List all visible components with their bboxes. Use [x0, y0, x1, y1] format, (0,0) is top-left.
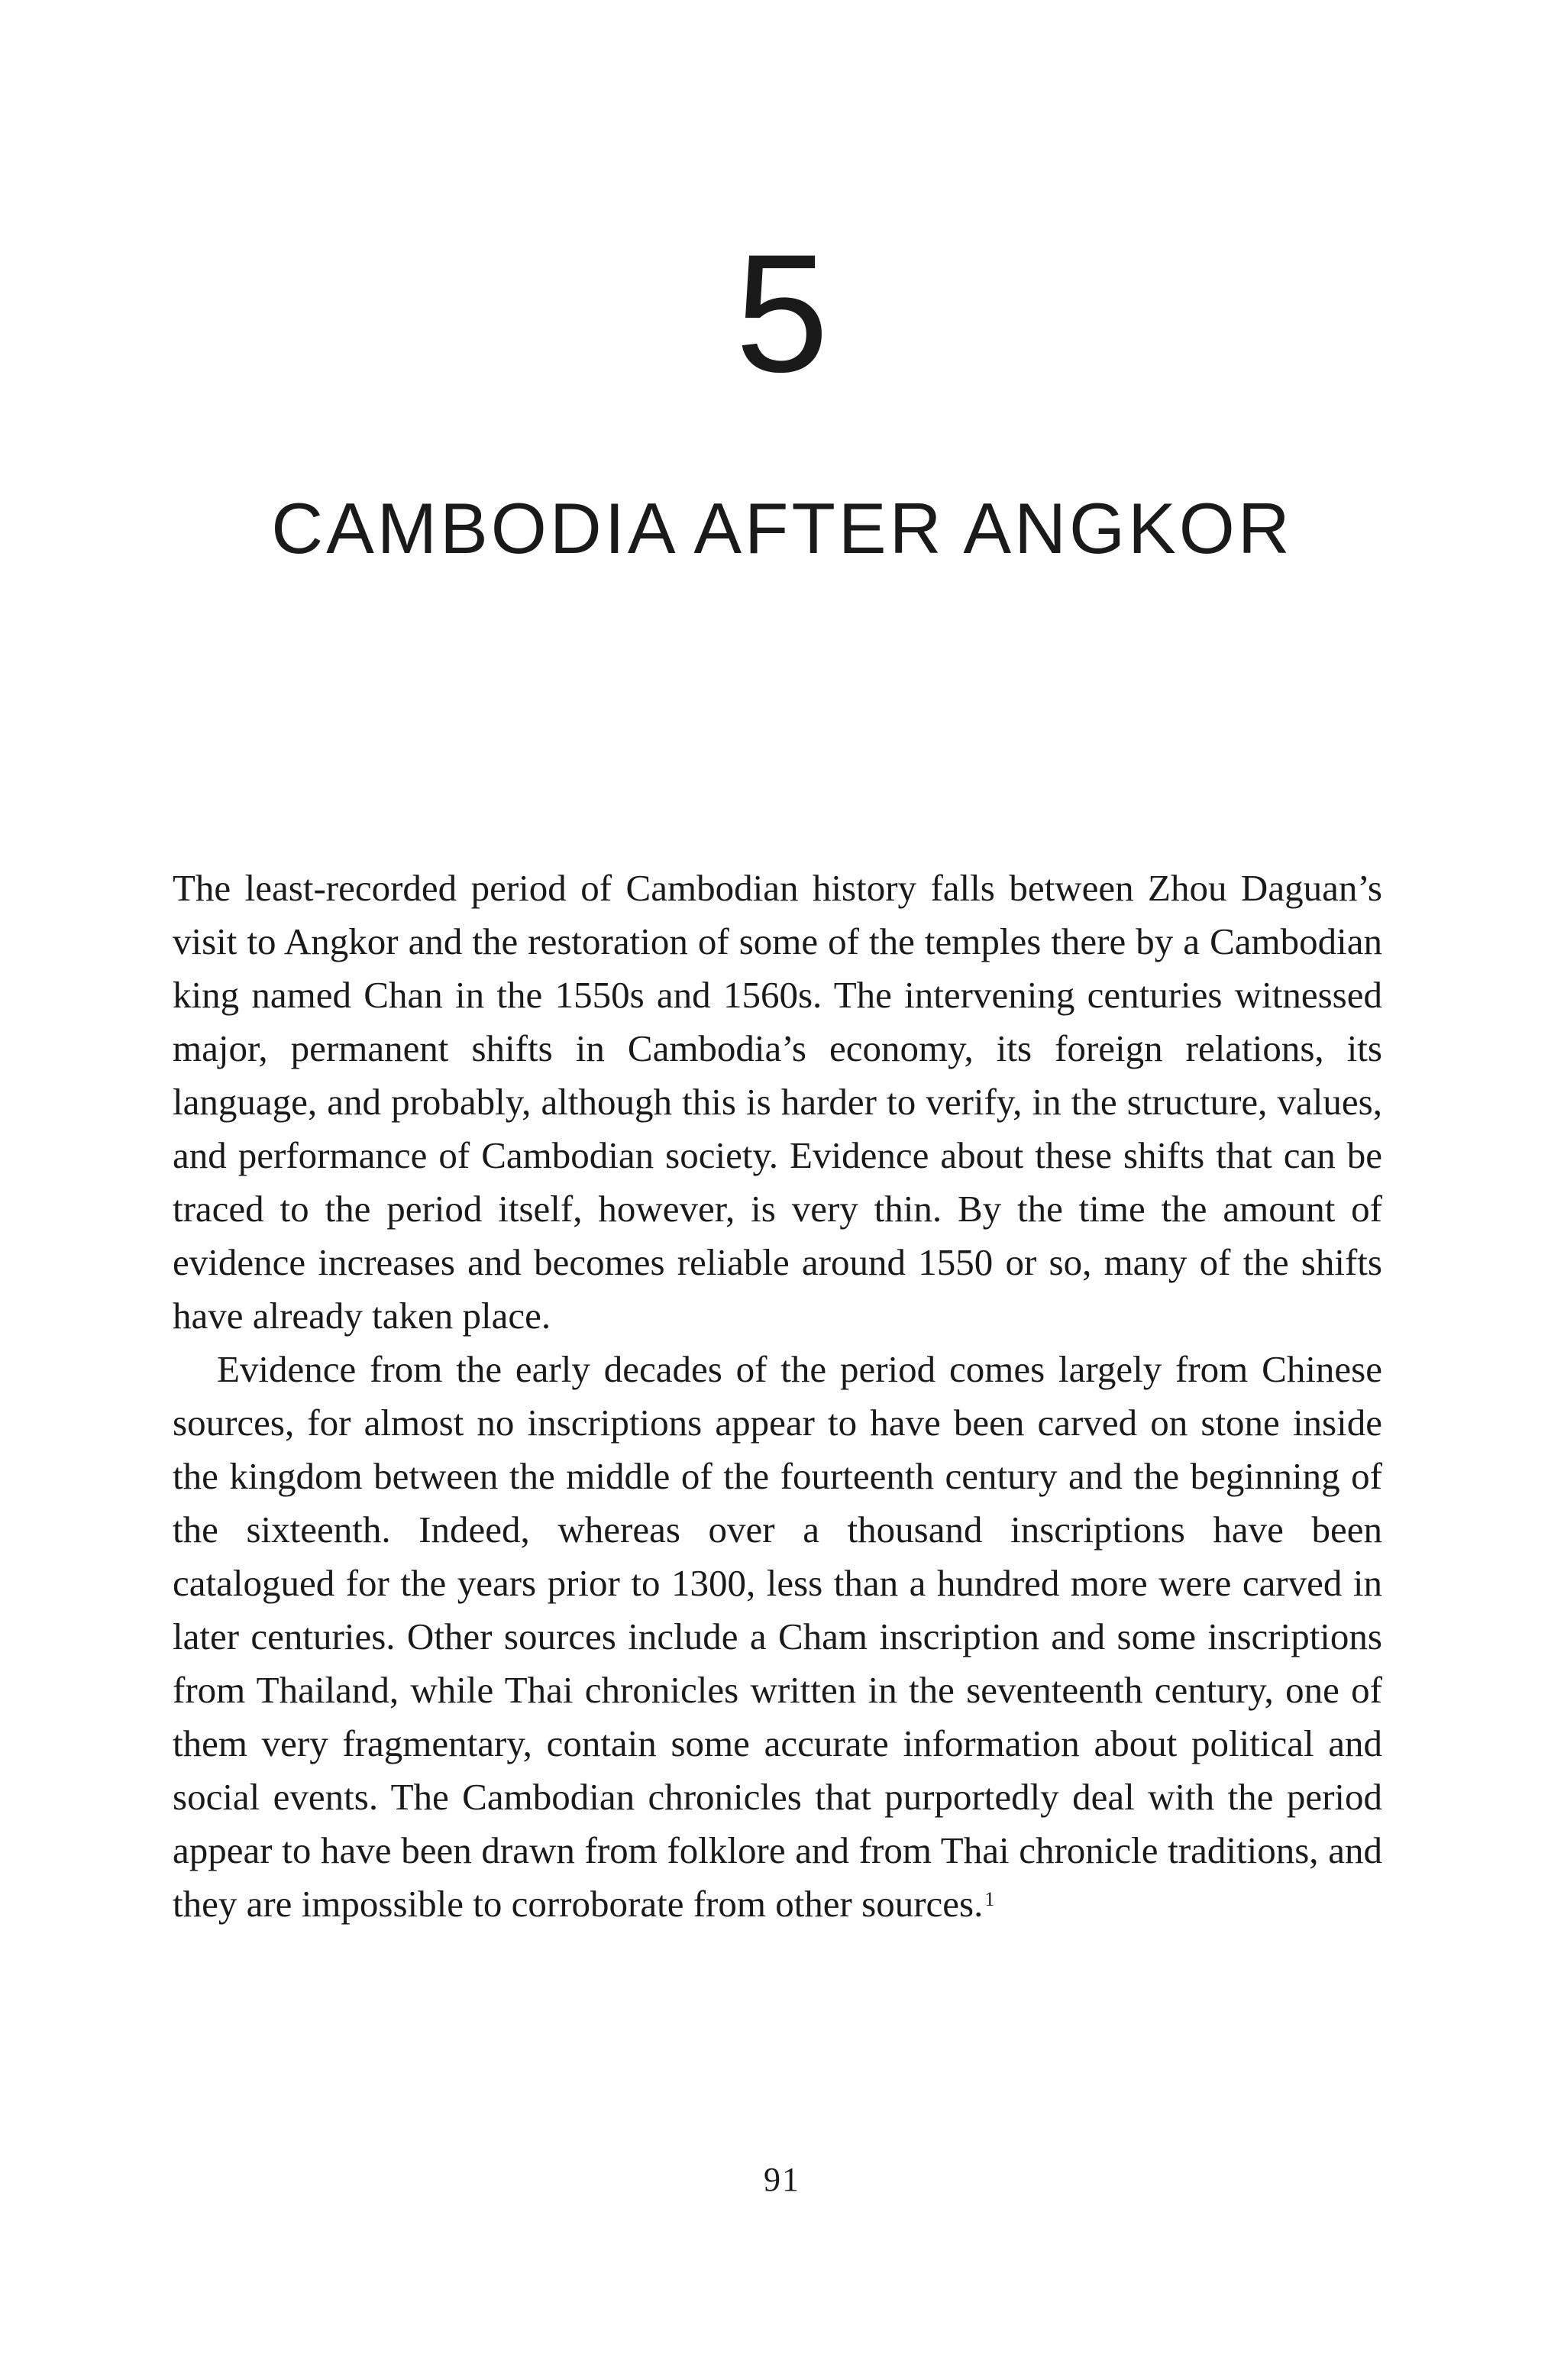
chapter-number: 5 — [735, 219, 829, 407]
page-number: 91 — [764, 2161, 800, 2198]
paragraph-2 — [173, 1343, 1382, 1931]
paragraph-1-text: The least-recorded period of Cambodian history falls between Zhou Daguan’s visit to Angkor and the restoration of some of the temples there by a Cambodian king named Chan in the 1550s and 1560s. The intervening centuries witnessed major, permanent shifts in Cambodia’s economy, its foreign relations, its language, and probably, although this is harder to verify, in the structure, values, and performance of Cambodian society. Evidence about these shifts that can be traced to the period itself, however, is very thin. By the time the amount of evidence increases and becomes reliable around 1550 or so, many of the shifts have already taken place. — [173, 867, 1382, 1337]
footnote-reference[interactable]: 1 — [984, 1888, 995, 1910]
paragraph-1 — [173, 862, 1382, 1343]
body-text — [173, 862, 1382, 1931]
chapter-title: CAMBODIA AFTER ANGKOR — [271, 488, 1293, 568]
paragraph-2-text: Evidence from the early decades of the period comes largely from Chinese sources, for almost no inscriptions appear to have been carved on stone inside the kingdom between the middle of the fourteenth century and the beginning of the sixteenth. Indeed, whereas over a thousand inscriptions have been catalogued for the years prior to 1300, less than a hundred more were carved in later centuries. Other sources include a Cham inscription and some inscriptions from Thailand, while Thai chronicles written in the seventeenth century, one of them very fragmentary, contain some accurate information about political and social events. The Cambodian chronicles that purportedly deal with the period appear to have been drawn from folklore and from Thai chronicle traditions, and they are impossible to corroborate from other sources. — [173, 1348, 1382, 1925]
